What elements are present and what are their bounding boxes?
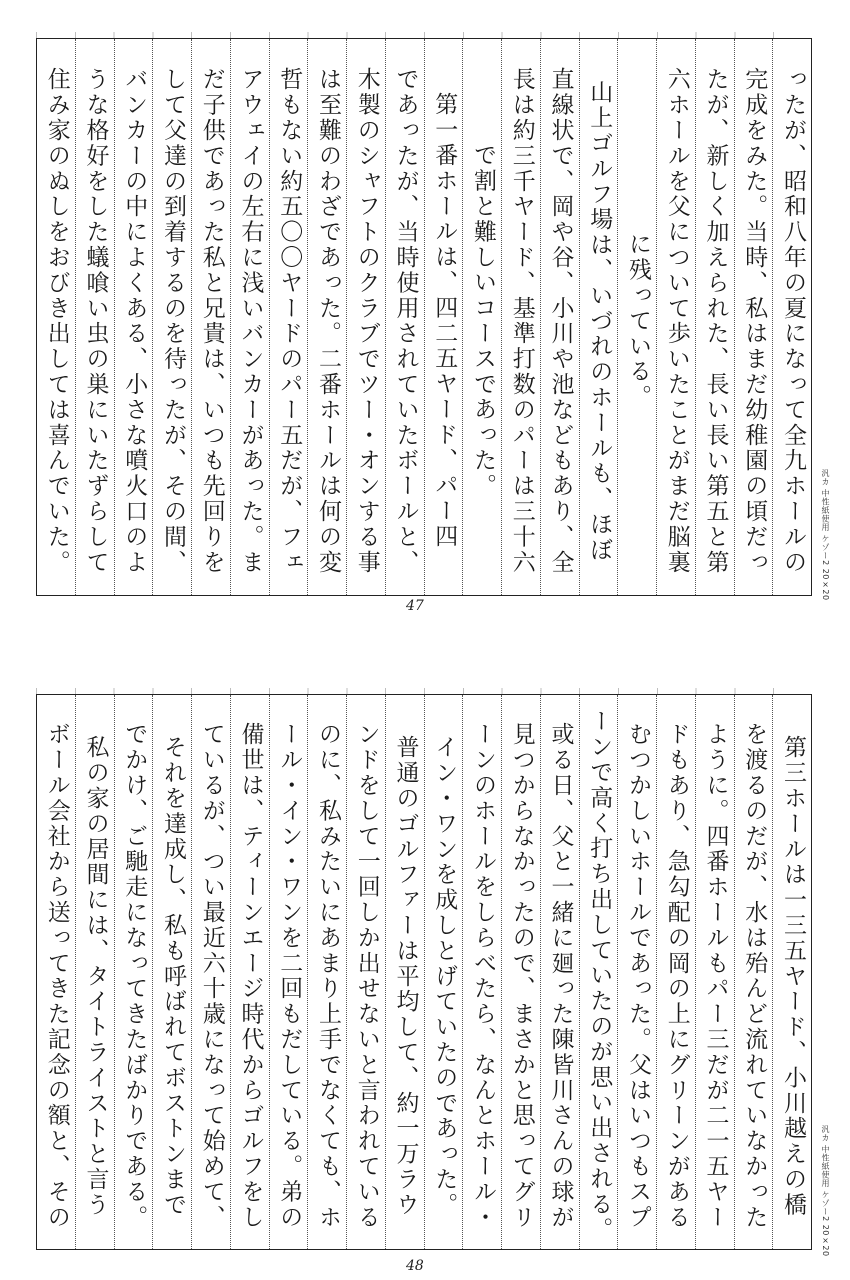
manuscript-column: ドもあり、急勾配の岡の上にグリーンがある — [656, 695, 695, 1249]
manuscript-column: に残っている。 — [617, 39, 656, 595]
manuscript-column: 六ホールを父について歩いたことがまだ脳裏 — [656, 39, 695, 595]
manuscript-column: ンドをして一回しか出せないと言われている — [346, 695, 385, 1249]
manuscript-column: は至難のわざであった。二番ホールは何の変 — [307, 39, 346, 595]
page-number: 47 — [406, 598, 424, 614]
manuscript-column: それを達成し、私も呼ばれてボストンまで — [152, 695, 191, 1249]
manuscript-column: 長は約三千ヤード、基準打数のパーは三十六 — [501, 39, 540, 595]
manuscript-page-47 — [36, 38, 830, 601]
manuscript-column: を渡るのだが、水は殆んど流れていなかった — [734, 695, 773, 1249]
manuscript-column: して父達の到着するのを待ったが、その間、 — [152, 39, 191, 595]
manuscript-column: アウェイの左右に浅いバンカーがあった。ま — [230, 39, 269, 595]
manuscript-column: むつかしいホールであった。父はいつもスプ — [617, 695, 656, 1249]
manuscript-column: 哲もない約五〇〇ヤードのパー五だが、フェ — [269, 39, 308, 595]
manuscript-column: 第一番ホールは、四二五ヤード、パー四 — [424, 39, 463, 595]
paper-brand-label: 汎カ 中性紙使用 ケゾー2 20×20 — [821, 469, 830, 601]
manuscript-column: で割と難しいコースであった。 — [462, 39, 501, 595]
manuscript-column: ているが、つい最近六十歳になって始めて、 — [191, 695, 230, 1249]
manuscript-column: ったが、昭和八年の夏になって全九ホールの — [772, 39, 811, 595]
manuscript-column: 直線状で、岡や谷、小川や池などもあり、全 — [540, 39, 579, 595]
manuscript-column: 見つからなかったので、まさかと思ってグリ — [501, 695, 540, 1249]
manuscript-column: ール・イン・ワンを二回もだしている。弟の — [269, 695, 308, 1249]
manuscript-column: うな格好をした蟻喰い虫の巣にいたずらして — [75, 39, 114, 595]
manuscript-column: だ子供であった私と兄貴は、いつも先回りを — [191, 39, 230, 595]
manuscript-columns — [37, 695, 811, 1249]
manuscript-columns — [37, 39, 811, 595]
manuscript-column: ーンのホールをしらべたら、なんとホール・ — [462, 695, 501, 1249]
manuscript-column: 備世は、ティーンエージ時代からゴルフをし — [230, 695, 269, 1249]
manuscript-column: のに、私みたいにあまり上手でなくても、ホ — [307, 695, 346, 1249]
manuscript-column: ように。四番ホールもパー三だが二一五ヤー — [695, 695, 734, 1249]
manuscript-column: 木製のシャフトのクラブでツー・オンする事 — [346, 39, 385, 595]
manuscript-column: バンカーの中によくある、小さな噴火口のよ — [114, 39, 153, 595]
manuscript-column: 住み家のぬしをおびき出しては喜んでいた。 — [43, 67, 70, 575]
manuscript-column: イン・ワンを成しとげていたのであった。 — [424, 695, 463, 1249]
manuscript-page-48 — [36, 694, 830, 1257]
manuscript-column: であったが、当時使用されていたボールと、 — [385, 39, 424, 595]
manuscript-column: ボール会社から送ってきた記念の額と、その — [43, 722, 70, 1230]
paper-brand-label: 汎カ 中性紙使用 ケゾー2 20×20 — [821, 1125, 830, 1257]
manuscript-column: 完成をみた。当時、私はまだ幼稚園の頃だっ — [734, 39, 773, 595]
manuscript-column: でかけ、ご馳走になってきたばかりである。 — [114, 695, 153, 1249]
manuscript-column: 第三ホールは一三五ヤード、小川越えの橋 — [772, 695, 811, 1249]
manuscript-column: 私の家の居間には、タイトライストと言う — [75, 695, 114, 1249]
manuscript-column: ーンで高く打ち出していたのが思い出される。 — [579, 695, 618, 1249]
page-number: 48 — [406, 1258, 424, 1274]
manuscript-column: 山上ゴルフ場は、いづれのホールも、ほぼ — [579, 39, 618, 595]
manuscript-column: 或る日、父と一緒に廻った陳皆川さんの球が — [540, 695, 579, 1249]
manuscript-column: 普通のゴルファーは平均して、約一万ラウ — [385, 695, 424, 1249]
manuscript-column: たが、新しく加えられた、長い長い第五と第 — [695, 39, 734, 595]
